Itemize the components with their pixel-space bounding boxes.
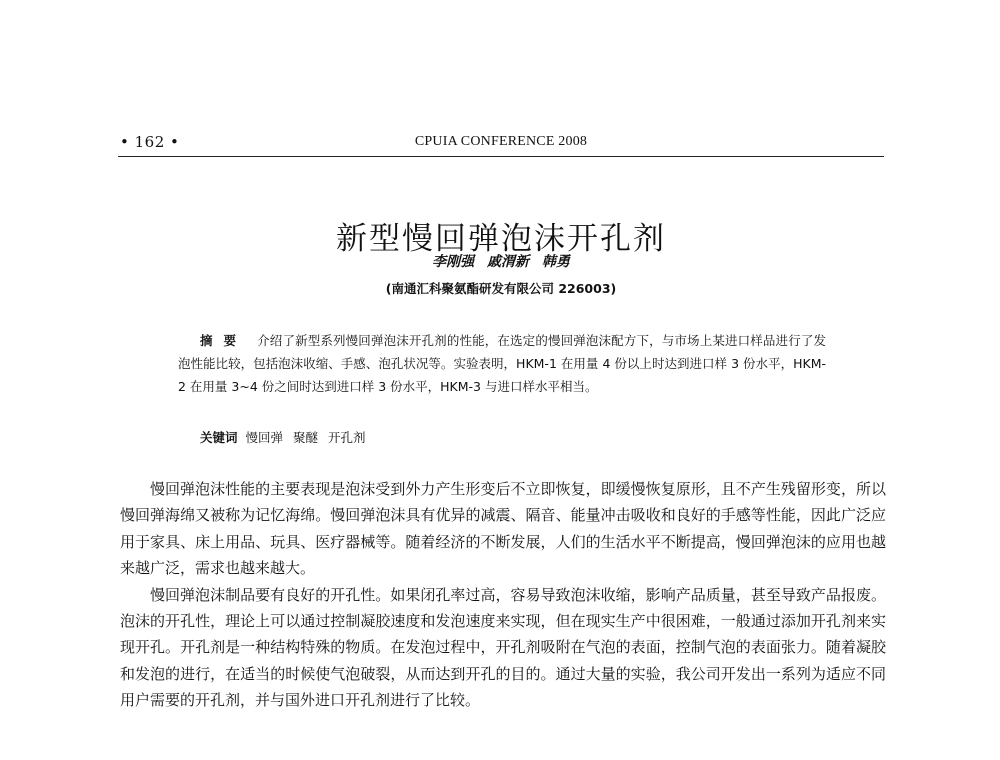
header-divider: [118, 156, 884, 157]
body-paragraph-2: 慢回弹泡沫制品要有良好的开孔性。如果闭孔率过高，容易导致泡沫收缩，影响产品质量，甚至导致产品报废。泡沫的开孔性，理论上可以通过控制凝胶速度和发泡速度来实现，但在现实生产中很困难，一般通过添加开孔剂来实现开孔。开孔剂是一种结构特殊的物质。在发泡过程中，开孔剂吸附在气泡的表面，控制气泡的表面张力。随着凝胶和发泡的进行，在适当的时候使气泡破裂，从而达到开孔的目的。通过大量的实验，我公司开发出一系列为适应不同用户需要的开孔剂，并与国外进口开孔剂进行了比较。: [120, 585, 886, 710]
abstract-text: 介绍了新型系列慢回弹泡沫开孔剂的性能，在选定的慢回弹泡沫配方下，与市场上某进口样品进行了发泡性能比较，包括泡沫收缩、手感、泡孔状况等。实验表明，HKM-1 在用量 4 份以上时达到进口样 3 份水平，HKM-2 在用量 3~4 份之间时达到进口样 3 份水平，HKM-3 与进口样水平相当。: [178, 333, 826, 394]
conference-header: CPUIA CONFERENCE 2008: [414, 134, 588, 149]
author-affiliation: (南通汇科聚氨酯研发有限公司 226003): [385, 281, 617, 296]
author-list: 李刚强 戚渭新 韩勇: [432, 254, 570, 270]
abstract: [178, 329, 826, 398]
paper-title: 新型慢回弹泡沫开孔剂: [336, 220, 666, 257]
keywords-label: 关键词: [200, 430, 238, 445]
keywords: [200, 427, 826, 449]
keywords-text: 慢回弹 聚醚 开孔剂: [245, 430, 366, 445]
page-number: • 162 •: [120, 133, 180, 151]
body-text: [120, 476, 886, 714]
running-header: [120, 131, 882, 155]
body-paragraph-1: 慢回弹泡沫性能的主要表现是泡沫受到外力产生形变后不立即恢复，即缓慢恢复原形，且不产生残留形变，所以慢回弹海绵又被称为记忆海绵。慢回弹泡沫具有优异的减震、隔音、能量冲击吸收和良好的手感等性能，因此广泛应用于家具、床上用品、玩具、医疗器械等。随着经济的不断发展，人们的生活水平不断提高，慢回弹泡沫的应用也越来越广泛，需求也越来越大。: [120, 480, 886, 578]
abstract-label: 摘要: [200, 333, 248, 348]
